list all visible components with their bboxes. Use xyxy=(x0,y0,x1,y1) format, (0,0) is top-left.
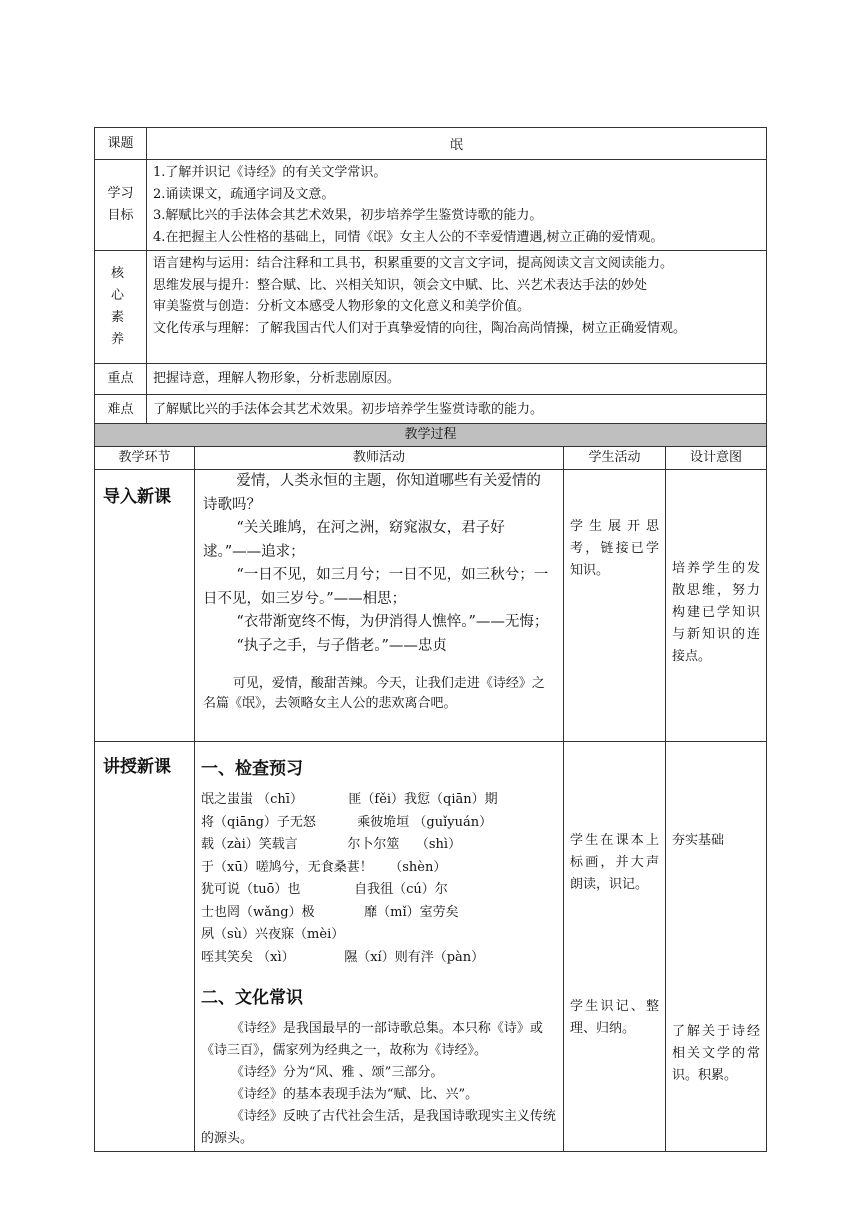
intro-line: “衣带渐宽终不悔，为伊消得人憔悴。”——无悔； xyxy=(236,614,549,630)
process-header: 教学过程 xyxy=(95,424,767,447)
intro-line: “关关雎鸠，在河之洲，窈窕淑女，君子好逑。”——追求； xyxy=(203,520,505,560)
core-item: 审美鉴赏与创造：分析文本感受人物形象的文化意义和美学价值。 xyxy=(153,299,531,314)
core-list xyxy=(147,251,767,364)
culture-line: 《诗经》的基本表现手法为“赋、比、兴”。 xyxy=(230,1087,479,1102)
preview-line: 将（qiāng）子无怒 乘彼垝垣 （guǐyuán） xyxy=(201,814,493,830)
goal-item: 4.在把握主人公性格的基础上，同情《氓》女主人公的不幸爱情遭遇,树立正确的爱情观。 xyxy=(153,229,664,245)
preview-line: 氓之蚩蚩 （chī） 匪（fěi）我愆（qiān）期 xyxy=(201,792,498,807)
lesson-purpose xyxy=(666,742,767,1152)
intro-line: “一日不见，如三月兮；一日不见，如三秋兮；一日不见，如三岁兮。”——相思； xyxy=(203,567,549,607)
preview-line: 载（zài）笑载言 尔卜尔筮 （shì） xyxy=(201,837,462,852)
intro-purpose: 培养学生的发散思维，努力构建已学知识与新知识的连接点。 xyxy=(666,470,767,742)
lesson-title: 氓 xyxy=(147,128,767,160)
culture-line: 《诗经》分为“风、雅 、颂”三部分。 xyxy=(230,1065,444,1080)
core-label: 核心素养 xyxy=(95,251,147,364)
key-label: 重点 xyxy=(95,364,147,395)
title-label: 课题 xyxy=(95,128,147,160)
difficulty-point: 了解赋比兴的手法体会其艺术效果。初步培养学生鉴赏诗歌的能力。 xyxy=(147,395,767,425)
col-purpose: 设计意图 xyxy=(666,447,767,470)
core-item: 思维发展与提升：整合赋、比、兴相关知识，领会文中赋、比、兴艺术表达手法的妙处 xyxy=(153,277,648,293)
section-culture-title: 二、文化常识 xyxy=(201,988,303,1008)
intro-student: 学生展开思考，链接已学知识。 xyxy=(564,470,666,742)
core-item: 文化传承与理解：了解我国古代人们对于真挚爱情的向往，陶冶高尚情操，树立正确爱情观。 xyxy=(153,320,687,336)
goal-item: 1.了解并识记《诗经》的有关文学常识。 xyxy=(153,165,387,180)
preview-line: 咥其笑矣 （xì） 隰（xí）则有泮（pàn） xyxy=(201,949,485,965)
goal-item: 2.诵读课文，疏通字词及文意。 xyxy=(153,186,335,202)
col-student: 学生活动 xyxy=(564,447,666,470)
goals-list xyxy=(147,160,767,251)
intro-teacher xyxy=(195,470,564,742)
stage-intro: 导入新课 xyxy=(95,470,195,742)
culture-list xyxy=(201,1018,557,1150)
lesson-info-table xyxy=(94,127,767,425)
core-item: 语言建构与运用：结合注释和工具书，积累重要的文言文字词，提高阅读文言文阅读能力。 xyxy=(153,256,674,271)
preview-line: 犹可说（tuō）也 自我徂（cú）尔 xyxy=(201,882,448,897)
preview-line: 夙（sù）兴夜寐（mèi） xyxy=(201,927,345,942)
section-preview-title: 一、检查预习 xyxy=(201,759,303,779)
difficulty-label: 难点 xyxy=(95,395,147,425)
preview-purpose: 夯实基础 xyxy=(672,833,725,848)
preview-line: 士也罔（wǎng）极 靡（mǐ）室劳矣 xyxy=(201,904,459,920)
preview-line: 于（xū）嗟鸠兮，无食桑葚！ （shèn） xyxy=(201,859,447,875)
culture-line: 《诗经》是我国最早的一部诗歌总集。本只称《诗》或《诗三百》，儒家列为经典之一，故称为《诗经》。 xyxy=(201,1021,543,1058)
col-stage: 教学环节 xyxy=(95,447,195,470)
col-teacher: 教师活动 xyxy=(195,447,564,470)
goals-label: 学习目标 xyxy=(95,160,147,251)
process-table xyxy=(94,423,767,1152)
lesson-student xyxy=(564,742,666,1152)
lesson-teacher xyxy=(195,742,564,1152)
preview-student: 学生在课本上标画，并大声朗读，识记。 xyxy=(570,833,659,892)
culture-student: 学生识记、整理、归纳。 xyxy=(570,999,659,1036)
culture-purpose: 了解关于诗经相关文学的常识。积累。 xyxy=(672,1024,761,1083)
intro-line: 爱情，人类永恒的主题，你知道哪些有关爱情的诗歌吗？ xyxy=(203,473,541,513)
key-point: 把握诗意，理解人物形象，分析悲剧原因。 xyxy=(147,364,767,395)
intro-closing: 可见，爱情，酸甜苦辣。今天，让我们走进《诗经》之名篇《氓》，去领略女主人公的悲欢离合吧。 xyxy=(203,676,545,711)
preview-list xyxy=(201,789,557,969)
stage-lesson: 讲授新课 xyxy=(95,742,195,1152)
goal-item: 3.解赋比兴的手法体会其艺术效果，初步培养学生鉴赏诗歌的能力。 xyxy=(153,208,543,223)
intro-line: “执子之手，与子偕老。”——忠贞 xyxy=(236,637,447,654)
culture-line: 《诗经》反映了古代社会生活，是我国诗歌现实主义传统的源头。 xyxy=(201,1109,556,1146)
